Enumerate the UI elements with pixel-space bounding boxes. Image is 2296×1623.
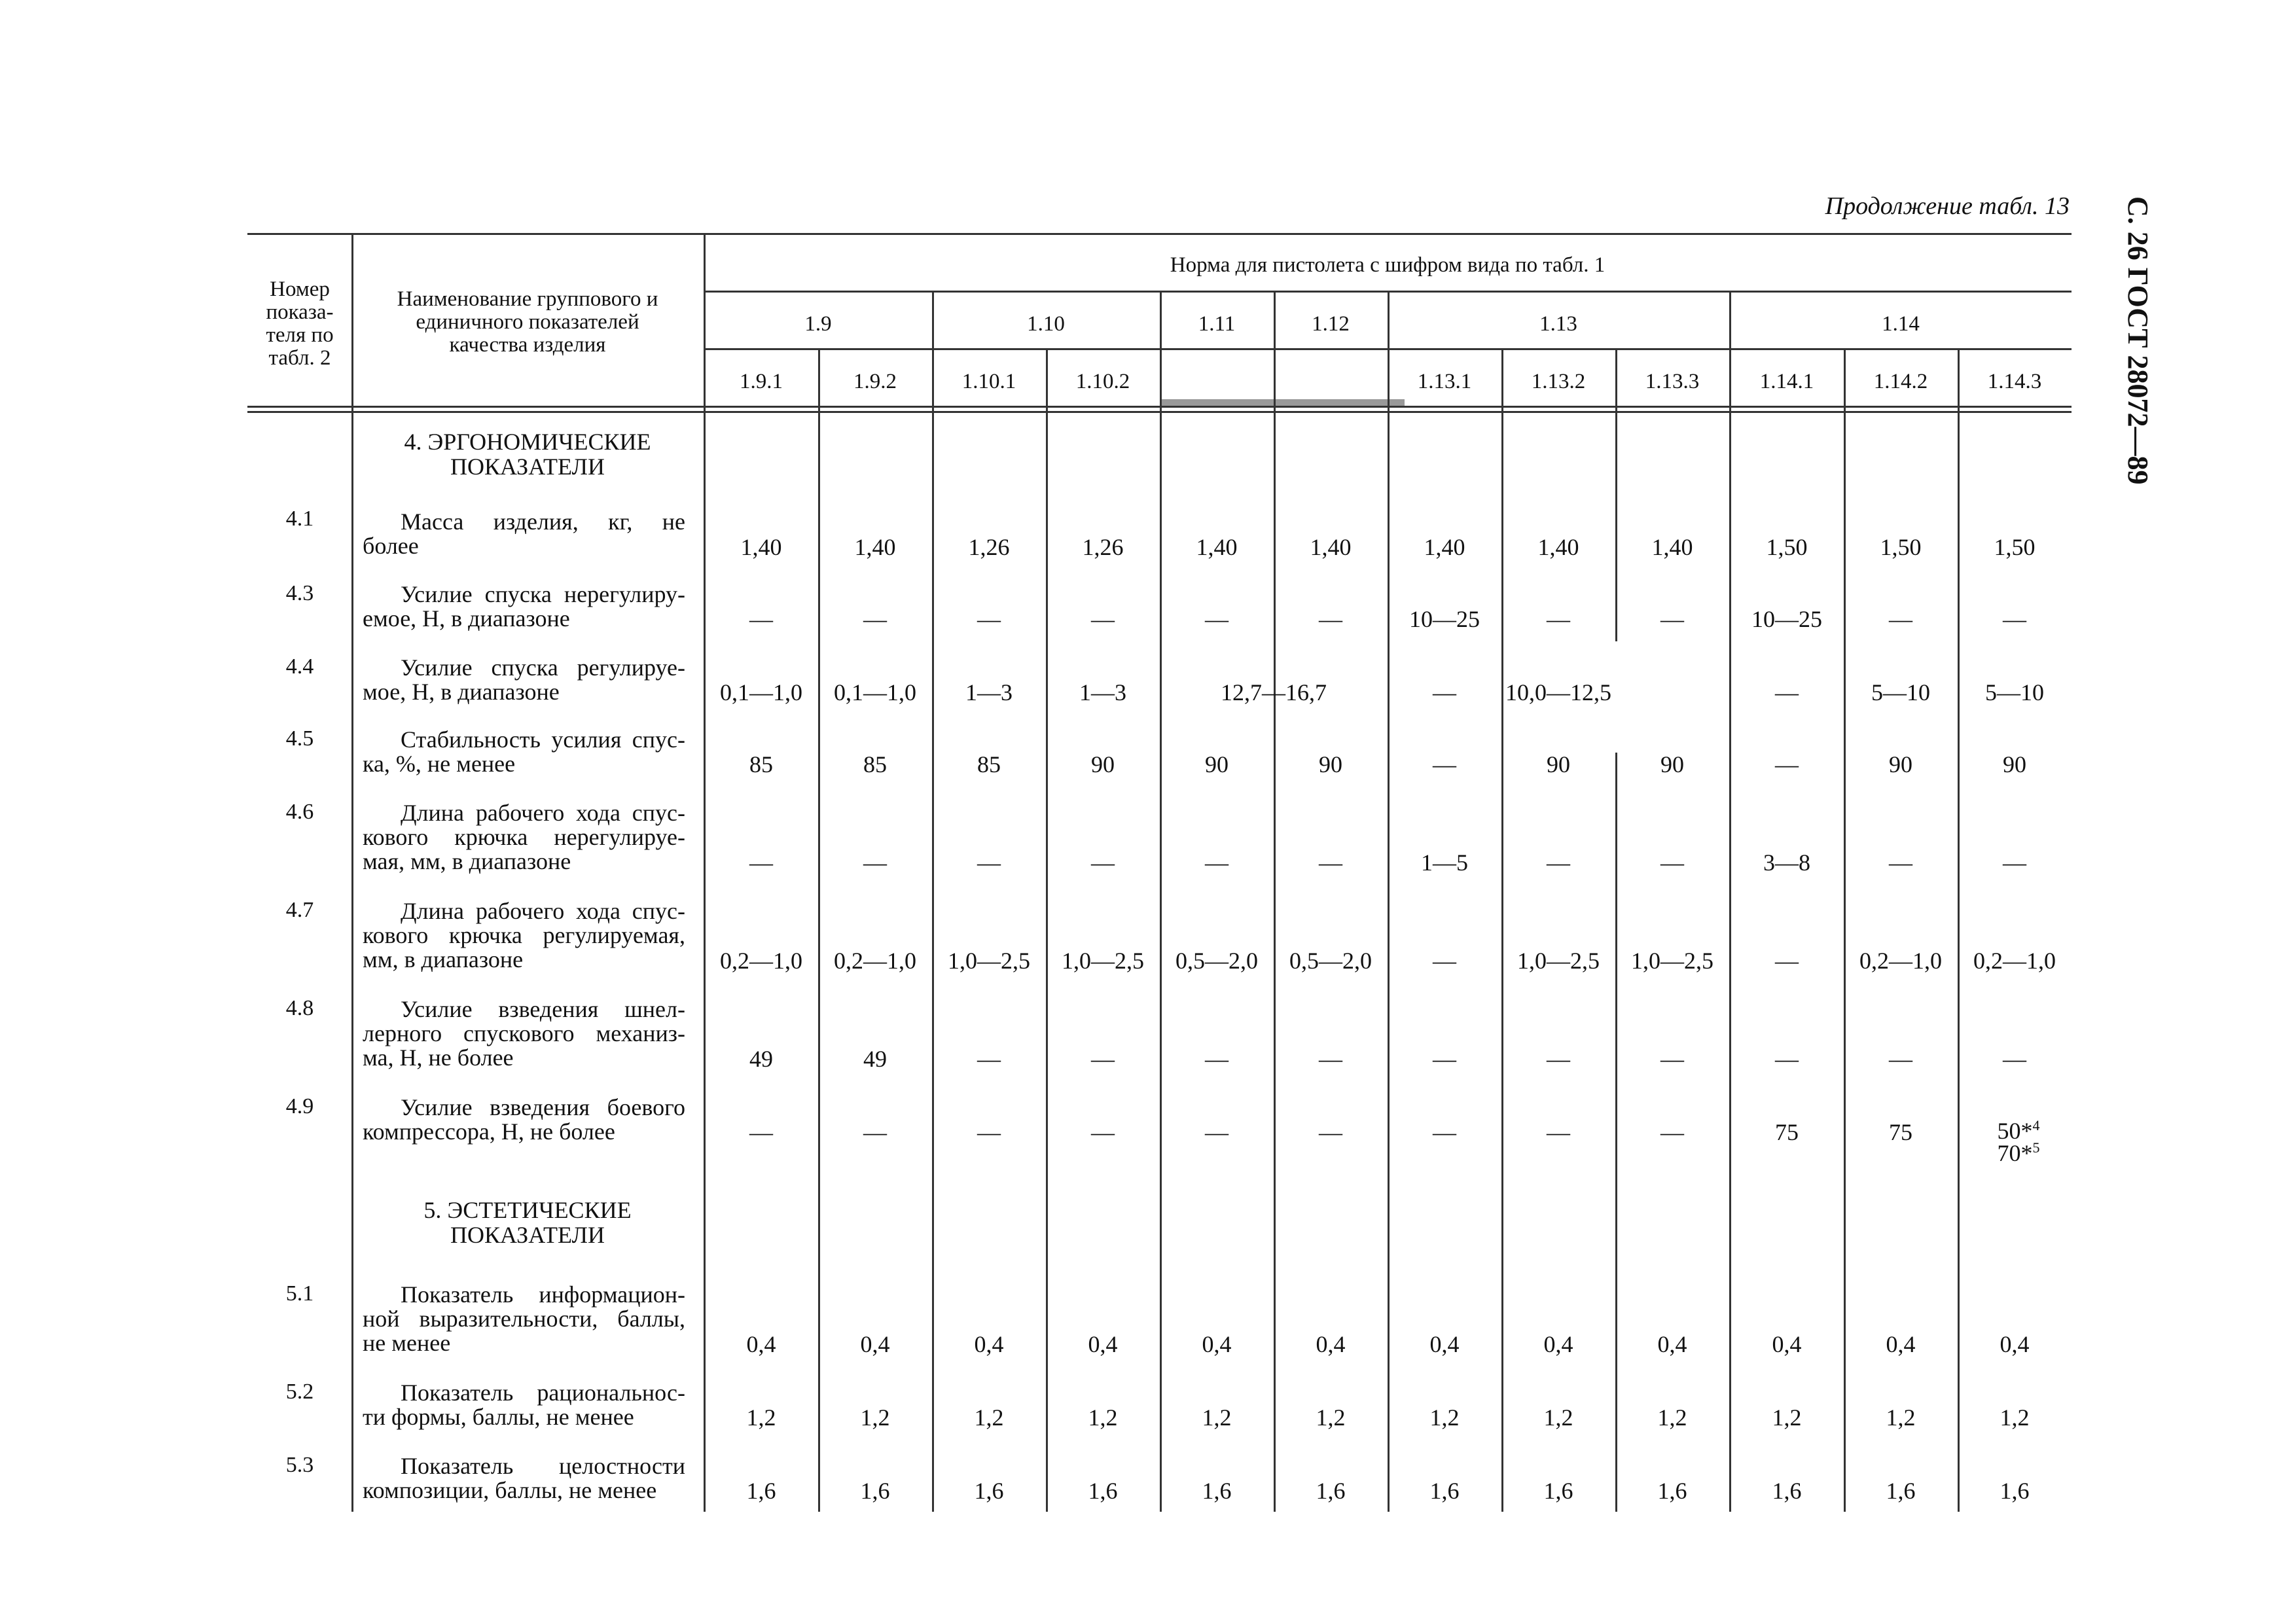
subcolumn-rule-segment <box>1615 753 1617 1512</box>
row-value: 0,4 <box>1543 1331 1573 1357</box>
row-value: 1,0—2,5 <box>1517 948 1600 974</box>
row-label-line: кового крючка регулируемая, <box>363 922 685 948</box>
subcolumn-header-rule <box>818 348 820 406</box>
row-value: 0,1—1,0 <box>720 679 802 705</box>
row-value: — <box>1660 1119 1684 1145</box>
row-value: — <box>1205 849 1229 876</box>
row-value: 0,4 <box>1772 1331 1802 1357</box>
row-value: 85 <box>977 751 1001 777</box>
header-subcode: 1.9.2 <box>853 370 897 393</box>
row-value: — <box>1319 849 1342 876</box>
row-number: 4.6 <box>285 800 314 824</box>
row-value: — <box>1889 1046 1912 1072</box>
row-value: 1,6 <box>974 1478 1004 1504</box>
row-value: 0,4 <box>1886 1331 1916 1357</box>
row-value: 49 <box>863 1046 887 1072</box>
row-value: 5—10 <box>1871 679 1930 705</box>
section-title-line: 4. ЭРГОНОМИЧЕСКИЕ <box>404 429 651 455</box>
empty-subheader-shade <box>1160 399 1405 406</box>
row-label-line: кового крючка нерегулируе- <box>363 824 685 850</box>
row-value: 0,2—1,0 <box>834 948 916 974</box>
row-value: 1,2 <box>1429 1404 1460 1431</box>
row-number: 5.1 <box>285 1281 314 1306</box>
row-value: — <box>749 849 773 876</box>
row-value: — <box>2003 849 2026 876</box>
row-number: 4.8 <box>285 996 314 1020</box>
subcolumn-header-rule <box>1046 348 1048 406</box>
row-label-line: не менее <box>363 1330 451 1356</box>
subcolumn-header-rule <box>1958 348 1960 406</box>
row-value: 1,50 <box>1880 534 1922 560</box>
row-value: — <box>2003 1046 2026 1072</box>
row-value: — <box>1433 948 1456 974</box>
row-label-line: Усилие взведения шнел- <box>401 996 685 1022</box>
header-group-code: 1.9 <box>804 312 832 336</box>
row-value: — <box>977 1119 1001 1145</box>
row-value: 10—25 <box>1751 606 1822 632</box>
header-num-line: показа- <box>266 300 334 324</box>
row-value: 1,50 <box>1766 534 1808 560</box>
row-value: 1—3 <box>1079 679 1126 705</box>
row-value: 85 <box>749 751 773 777</box>
table-continuation-caption: Продолжение табл. 13 <box>1825 192 2070 220</box>
row-label-line: ной выразительности, баллы, <box>363 1306 685 1332</box>
page-side-title: С. 26 ГОСТ 28072—89 <box>2122 196 2154 485</box>
row-value: — <box>2003 606 2026 632</box>
row-value: — <box>1433 751 1456 777</box>
subcolumn-rule <box>1844 406 1846 1512</box>
row-value: 0,4 <box>860 1331 890 1357</box>
row-value: 0,2—1,0 <box>1859 948 1942 974</box>
row-value: 10,0—12,5 <box>1505 679 1611 705</box>
row-number: 4.9 <box>285 1094 314 1118</box>
row-value: — <box>1547 849 1570 876</box>
row-label-line: ма, Н, не более <box>363 1044 514 1071</box>
header-name-line: единичного показателей <box>416 310 639 334</box>
table-top-rule <box>247 233 2072 235</box>
row-value: 1,2 <box>1886 1404 1916 1431</box>
header-subcode: 1.13.1 <box>1417 370 1472 393</box>
column-rule-num <box>351 233 353 1512</box>
row-label-line: Масса изделия, кг, не <box>401 508 685 535</box>
row-value: — <box>1433 1119 1456 1145</box>
row-value: 90 <box>1091 751 1115 777</box>
row-value: 0,5—2,0 <box>1175 948 1258 974</box>
row-value: 75 <box>1889 1119 1912 1145</box>
header-num-line: Номер <box>270 277 330 301</box>
row-label-line: лерного спускового механиз- <box>363 1020 685 1046</box>
row-value: 1,6 <box>1657 1478 1687 1504</box>
row-value: 0,1—1,0 <box>834 679 916 705</box>
row-number: 5.3 <box>285 1453 314 1477</box>
row-value: 0,4 <box>2000 1331 2030 1357</box>
row-label-line: Усилие взведения боевого <box>401 1094 685 1120</box>
row-value: 1,40 <box>1424 534 1465 560</box>
subcolumn-rule <box>1958 406 1960 1512</box>
subcolumn-rule <box>818 406 820 1512</box>
row-value: 85 <box>863 751 887 777</box>
row-value: 0,2—1,0 <box>720 948 802 974</box>
row-value: 90 <box>1319 751 1342 777</box>
row-value: — <box>1889 849 1912 876</box>
row-value: — <box>863 606 887 632</box>
row-value: 1,26 <box>1082 534 1124 560</box>
header-subcode: 1.14.1 <box>1759 370 1814 393</box>
row-value: 1,26 <box>968 534 1010 560</box>
row-value: 1,40 <box>854 534 896 560</box>
section-title-line: 5. ЭСТЕТИЧЕСКИЕ <box>423 1197 632 1223</box>
row-value: 1,2 <box>1772 1404 1802 1431</box>
row-label-line: композиции, баллы, не менее <box>363 1477 657 1503</box>
row-value: 1,6 <box>860 1478 890 1504</box>
row-value: — <box>1660 849 1684 876</box>
row-label-line: ти формы, баллы, не менее <box>363 1404 634 1430</box>
row-label-line: Показатель информацион- <box>401 1281 685 1308</box>
row-value: — <box>977 849 1001 876</box>
row-value: 12,7—16,7 <box>1221 679 1327 705</box>
row-value: 0,4 <box>746 1331 776 1357</box>
row-value: 90 <box>1547 751 1570 777</box>
row-label-line: мм, в диапазоне <box>363 946 524 972</box>
row-value: 1,2 <box>746 1404 776 1431</box>
header-subcode: 1.13.3 <box>1645 370 1700 393</box>
subcolumn-header-rule <box>1501 348 1503 406</box>
row-value: 10—25 <box>1409 606 1480 632</box>
row-value: 1,0—2,5 <box>948 948 1030 974</box>
row-value: 0,4 <box>1316 1331 1346 1357</box>
section-title-line: ПОКАЗАТЕЛИ <box>450 454 605 480</box>
row-value: — <box>1660 1046 1684 1072</box>
row-value: 1,6 <box>1202 1478 1232 1504</box>
row-value: 3—8 <box>1763 849 1810 876</box>
row-value: — <box>1205 1119 1229 1145</box>
row-label-line: емое, Н, в диапазоне <box>363 605 570 632</box>
row-value: — <box>1091 1119 1115 1145</box>
row-label-line: мое, Н, в диапазоне <box>363 679 560 705</box>
row-label-line: Стабильность усилия спус- <box>401 726 685 753</box>
row-value: — <box>1547 1119 1570 1145</box>
row-value: 1,2 <box>860 1404 890 1431</box>
header-name-line: Наименование группового и <box>397 287 658 311</box>
row-value: — <box>1091 1046 1115 1072</box>
row-value: 1,40 <box>1196 534 1238 560</box>
section-title-line: ПОКАЗАТЕЛИ <box>450 1222 605 1248</box>
row-value: 1,50 <box>1994 534 2036 560</box>
row-value: 1—3 <box>965 679 1013 705</box>
header-group-code: 1.11 <box>1198 312 1236 336</box>
subcolumn-rule-segment <box>1615 406 1617 641</box>
row-value: 90 <box>1660 751 1684 777</box>
row-label-line: более <box>363 533 419 559</box>
row-value: — <box>977 606 1001 632</box>
row-label-line: Усилие спуска регулируе- <box>401 654 685 681</box>
row-value: 1,2 <box>1543 1404 1573 1431</box>
row-value: 0,4 <box>974 1331 1004 1357</box>
value-text: 50* <box>1997 1118 2033 1144</box>
row-label-line: Длина рабочего хода спус- <box>401 800 685 826</box>
header-subcode: 1.10.2 <box>1075 370 1130 393</box>
row-value: — <box>1433 679 1456 705</box>
row-value: 0,4 <box>1429 1331 1460 1357</box>
row-label-line: Показатель целостности <box>401 1453 685 1479</box>
row-value: 1,6 <box>1543 1478 1573 1504</box>
row-value: 1,2 <box>1657 1404 1687 1431</box>
row-label-line: Усилие спуска нерегулиру- <box>401 581 685 607</box>
footnote-mark: 5 <box>2032 1139 2040 1156</box>
row-value: — <box>1091 849 1115 876</box>
subcolumn-header-rule <box>1615 348 1617 406</box>
header-subcode: 1.14.2 <box>1873 370 1928 393</box>
row-number: 5.2 <box>285 1380 314 1404</box>
row-number: 4.7 <box>285 898 314 922</box>
row-value: — <box>863 1119 887 1145</box>
row-value: 0,2—1,0 <box>1973 948 2056 974</box>
row-number: 4.4 <box>285 654 314 679</box>
row-value: — <box>1547 1046 1570 1072</box>
row-value: 1,2 <box>1088 1404 1118 1431</box>
row-value: — <box>1319 1119 1342 1145</box>
row-value: 1,2 <box>974 1404 1004 1431</box>
row-value: 1,40 <box>740 534 782 560</box>
column-rule-name <box>704 233 706 1512</box>
row-value: — <box>749 606 773 632</box>
header-subcode: 1.10.1 <box>961 370 1016 393</box>
row-label-line: ка, %, не менее <box>363 751 516 777</box>
header-num-line: табл. 2 <box>268 346 331 370</box>
row-value: 1—5 <box>1421 849 1468 876</box>
header-group-code: 1.12 <box>1312 312 1350 336</box>
row-value: — <box>1319 606 1342 632</box>
row-number: 4.5 <box>285 726 314 751</box>
row-value: 1,6 <box>746 1478 776 1504</box>
row-value: 90 <box>1205 751 1229 777</box>
row-value: 0,4 <box>1202 1331 1232 1357</box>
subcolumn-header-rule <box>1844 348 1846 406</box>
row-value: 0,4 <box>1657 1331 1687 1357</box>
row-value: 1,40 <box>1537 534 1579 560</box>
row-value: — <box>1547 606 1570 632</box>
row-value: — <box>1889 606 1912 632</box>
row-value: 90 <box>2003 751 2026 777</box>
subcolumn-rule-segment <box>1501 406 1503 1512</box>
row-value: — <box>1660 606 1684 632</box>
row-label-line: компрессора, Н, не более <box>363 1118 615 1145</box>
row-value: 75 <box>1775 1119 1799 1145</box>
group-rule <box>932 291 934 1512</box>
row-value: 90 <box>1889 751 1912 777</box>
row-value-footnoted <box>1998 1141 2040 1165</box>
row-value: — <box>1775 679 1799 705</box>
row-label-line: Показатель рациональнос- <box>401 1380 685 1406</box>
row-value: 1,6 <box>1088 1478 1118 1504</box>
header-group-code: 1.13 <box>1539 312 1577 336</box>
group-rule <box>1729 291 1731 1512</box>
row-value: 1,2 <box>2000 1404 2030 1431</box>
row-value: — <box>1433 1046 1456 1072</box>
row-value: — <box>977 1046 1001 1072</box>
row-number: 4.1 <box>285 507 314 531</box>
header-group-code: 1.14 <box>1882 312 1920 336</box>
row-number: 4.3 <box>285 581 314 605</box>
row-value: 5—10 <box>1985 679 2044 705</box>
row-value: 0,4 <box>1088 1331 1118 1357</box>
row-value: — <box>1775 1046 1799 1072</box>
row-value: — <box>1775 751 1799 777</box>
row-value: — <box>1319 1046 1342 1072</box>
row-value: 1,40 <box>1310 534 1352 560</box>
row-value: 1,6 <box>1886 1478 1916 1504</box>
row-value: 0,5—2,0 <box>1289 948 1372 974</box>
row-value: — <box>749 1119 773 1145</box>
row-value: 49 <box>749 1046 773 1072</box>
group-rule <box>1160 291 1162 1512</box>
header-name-line: качества изделия <box>449 333 606 357</box>
subcolumn-rule <box>1046 406 1048 1512</box>
row-value: 1,40 <box>1651 534 1693 560</box>
row-value: 1,0—2,5 <box>1631 948 1713 974</box>
row-value: 1,6 <box>1772 1478 1802 1504</box>
row-value: — <box>1205 1046 1229 1072</box>
header-subcode: 1.9.1 <box>740 370 783 393</box>
group-rule <box>1388 291 1390 1512</box>
row-value: — <box>1205 606 1229 632</box>
header-group-code: 1.10 <box>1027 312 1065 336</box>
header-subcode: 1.13.2 <box>1531 370 1586 393</box>
row-value: 1,6 <box>1429 1478 1460 1504</box>
row-value: — <box>863 849 887 876</box>
row-value: 1,6 <box>1316 1478 1346 1504</box>
row-value: 1,2 <box>1202 1404 1232 1431</box>
row-label-line: Длина рабочего хода спус- <box>401 898 685 924</box>
subcolumn-rule-segment <box>1274 406 1276 658</box>
header-norm-title: Норма для пистолета с шифром вида по табл. 1 <box>1170 253 1605 277</box>
subcolumn-rule-segment <box>1274 753 1276 1512</box>
header-num-line: теля по <box>266 323 334 347</box>
row-value: 1,2 <box>1316 1404 1346 1431</box>
row-label-line: мая, мм, в диапазоне <box>363 848 571 874</box>
row-value: 1,6 <box>2000 1478 2030 1504</box>
row-value: 1,0—2,5 <box>1062 948 1144 974</box>
row-value: — <box>1775 948 1799 974</box>
header-subcode: 1.14.3 <box>1987 370 2042 393</box>
footnote-mark: 4 <box>2032 1117 2040 1133</box>
value-text: 70* <box>1997 1140 2033 1166</box>
row-value: — <box>1091 606 1115 632</box>
